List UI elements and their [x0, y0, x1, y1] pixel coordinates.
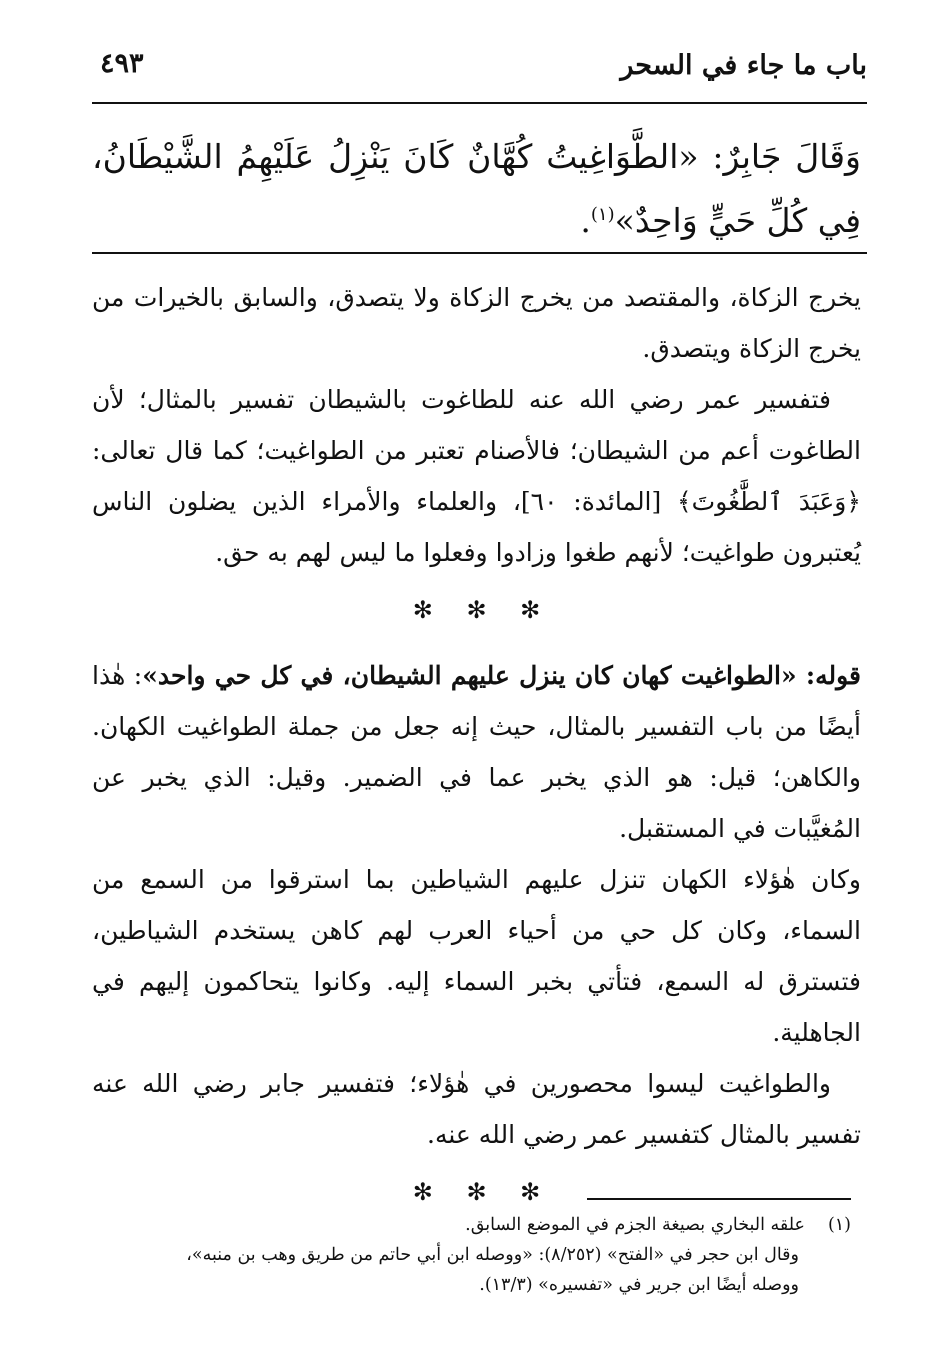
paragraph-3 [92, 650, 861, 854]
section-divider: ✻ ✻ ✻ [412, 596, 541, 624]
header-rule [92, 102, 867, 104]
footnote-1 [92, 1210, 851, 1240]
hadith-rule [92, 252, 867, 254]
chapter-title: باب ما جاء في السحر [620, 50, 867, 81]
paragraph-3-lead: قوله: «الطواغيت كهان كان ينزل عليهم الشيطان، في كل حي واحد» [142, 661, 861, 690]
footnote-line-3: ووصله أيضًا ابن جرير في «تفسيره» (١٣/٣). [479, 1275, 799, 1295]
paragraph-2: فتفسير عمر رضي الله عنه للطاغوت بالشيطان تفسير بالمثال؛ لأن الطاغوت أعم من الشيطان؛ فالأصنام تعتبر من الطواغيت؛ كما قال تعالى: ﴿وَعَبَدَ ٱلطَّٰغُوتَ﴾ [المائدة: ٦٠]، والعلماء والأمراء الذين يضلون الناس يُعتبرون طواغيت؛ لأنهم طغوا وزادوا وفعلوا ما ليس لهم به حق. [92, 385, 861, 567]
section-divider-2: ✻ ✻ ✻ [412, 1178, 541, 1206]
footnote-ref: (١) [590, 204, 615, 225]
paragraph-4: وكان هٰؤلاء الكهان تنزل عليهم الشياطين بما استرقوا من السمع من السماء، وكان كل حي من أحياء العرب لهم كاهن يستخدم الشياطين، فتسترق له السمع، فتأتي بخبر السماء إليه. وكانوا يتحاكمون إليهم في الجاهلية. [92, 865, 861, 1047]
paragraph-5: والطواغيت ليسوا محصورين في هٰؤلاء؛ فتفسير جابر رضي الله عنه تفسير بالمثال كتفسير عمر رضي الله عنه. [92, 1069, 861, 1149]
paragraph-3-text: : هٰذا أيضًا من باب التفسير بالمثال، حيث إنه جعل من جملة الطواغيت الكهان. والكاهن؛ قيل: هو الذي يخبر عما في الضمير. وقيل: الذي يخبر عن المُغيَّبات في المستقبل. [92, 661, 861, 843]
footnote-line-1: علقه البخاري بصيغة الجزم في الموضع السابق. [465, 1215, 805, 1235]
footnote-rule [587, 1198, 851, 1200]
page-number: ٤٩٣ [100, 48, 144, 79]
hadith-end: . [580, 201, 591, 240]
paragraph-1: يخرج الزكاة، والمقتصد من يخرج الزكاة ولا يتصدق، والسابق بالخيرات من يخرج الزكاة ويتصدق. [92, 283, 861, 363]
commentary [92, 272, 861, 1232]
footnotes [92, 1210, 851, 1300]
hadith-quote: وَقَالَ جَابِرٌ: «الطَّوَاغِيتُ كُهَّانٌ كَانَ يَنْزِلُ عَلَيْهِمُ الشَّيْطَانُ، فِي كُلِّ حَيٍّ وَاحِدٌ» [92, 137, 861, 240]
hadith-text [92, 128, 861, 250]
footnote-line-2: وقال ابن حجر في «الفتح» (٨/٢٥٢): «ووصله ابن أبي حاتم من طريق وهب بن منبه»، [186, 1245, 799, 1265]
footnote-number: (١) [827, 1215, 851, 1235]
